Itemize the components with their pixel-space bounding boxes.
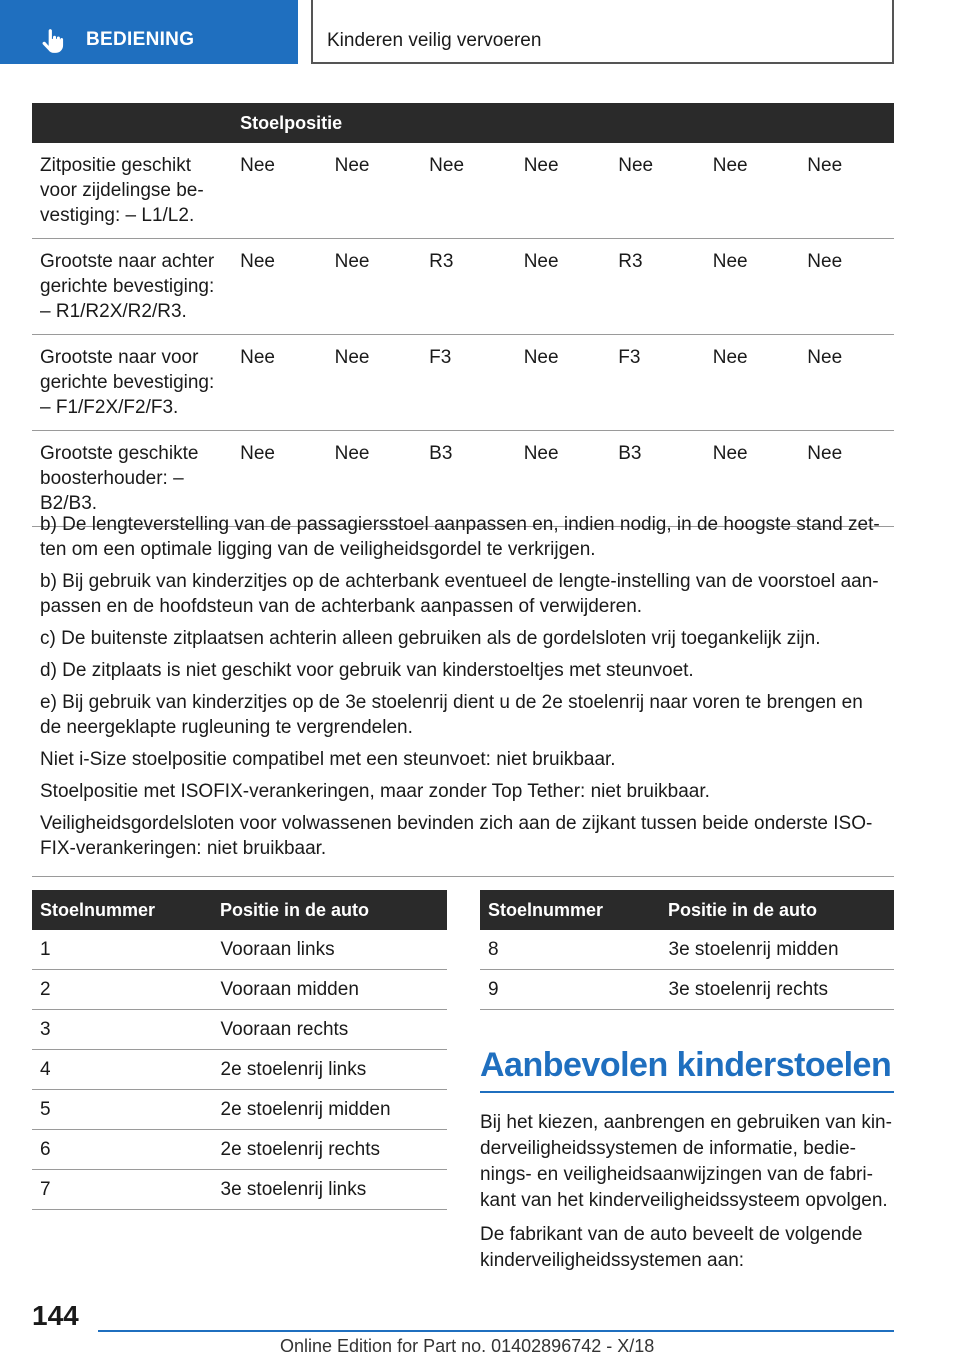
footnote: c) De buitenste zitplaatsen achterin alleen gebruiken als de gordelsloten vrij toegankelijk zijn.: [40, 628, 821, 649]
seat-number: 8: [480, 930, 660, 970]
table-cell: B3: [421, 431, 516, 527]
table-row: [32, 1050, 447, 1090]
seat-position: Vooraan rechts: [212, 1010, 447, 1050]
row-label: Grootste naar achter gerichte bevestiging: – R1/R2X/R2/R3.: [32, 239, 232, 335]
footnote: b) Bij gebruik van kinderzitjes op de achterbank eventueel de lengte-instelling van de voorstoel aan-passen en de hoofdsteun van de achterbank aanpassen of verwijderen.: [40, 571, 879, 617]
edition-text: Online Edition for Part no. 01402896742 - X/18: [280, 1336, 655, 1356]
table-cell: Nee: [799, 335, 894, 431]
row-label: Zitpositie geschikt voor zijdelingse be-vestiging: – L1/L2.: [32, 143, 232, 239]
table-row: [32, 143, 894, 239]
seat-number: 4: [32, 1050, 212, 1090]
table-row: [32, 239, 894, 335]
seat-position: Vooraan links: [212, 930, 447, 970]
table-cell: Nee: [516, 335, 611, 431]
table-cell: Nee: [516, 431, 611, 527]
table-cell: Nee: [799, 431, 894, 527]
table-cell: Nee: [232, 239, 327, 335]
table-cell: Nee: [705, 143, 800, 239]
table-row: [32, 930, 447, 970]
table-row: [480, 930, 894, 970]
footnote: d) De zitplaats is niet geschikt voor gebruik van kinderstoeltjes met steunvoet.: [40, 660, 694, 681]
table-header-row: [32, 890, 447, 930]
footnote: b) De lengteverstelling van de passagiersstoel aanpassen en, indien nodig, in de hoogste stand zet-ten om een optimale ligging van de veiligheidsgordel te verkrijgen.: [40, 514, 880, 560]
paragraph: De fabrikant van de auto beveelt de volgende kinderveiligheidssystemen aan:: [480, 1224, 863, 1271]
row-label: Grootste naar voor gerichte bevestiging: – F1/F2X/F2/F3.: [32, 335, 232, 431]
section-title: Aanbevolen kinderstoelen: [480, 1046, 894, 1093]
table-row: [32, 1090, 447, 1130]
footnote: Veiligheidsgordelsloten voor volwassenen bevinden zich aan de zijkant tussen beide onderste ISO-FIX-verankeringen: niet bruikbaar.: [40, 813, 873, 859]
seat-compatibility-table: [32, 103, 894, 527]
table-row: [32, 1170, 447, 1210]
header-position: Positie in de auto: [660, 890, 894, 930]
table-cell: Nee: [705, 335, 800, 431]
seat-position: Vooraan midden: [212, 970, 447, 1010]
table-cell: Nee: [421, 143, 516, 239]
hand-pointer-icon: [40, 28, 66, 54]
footnote: e) Bij gebruik van kinderzitjes op de 3e stoelenrij dient u de 2e stoelenrij naar voren te brengen en de neergeklapte rugleuning te vergrendelen.: [40, 692, 863, 738]
table-header-row: [32, 103, 894, 143]
seat-position: 3e stoelenrij rechts: [660, 970, 894, 1010]
seat-position: 2e stoelenrij midden: [212, 1090, 447, 1130]
seat-position: 2e stoelenrij rechts: [212, 1130, 447, 1170]
table-row: [32, 970, 447, 1010]
table-cell: Nee: [610, 143, 705, 239]
header-seat-position: Stoelpositie: [232, 103, 894, 143]
seat-position: 3e stoelenrij midden: [660, 930, 894, 970]
table-cell: Nee: [232, 335, 327, 431]
section-body: [480, 1110, 894, 1282]
seat-number-table-right: [480, 890, 894, 1010]
table-cell: Nee: [232, 143, 327, 239]
table-cell: Nee: [705, 239, 800, 335]
header-seat-number: Stoelnummer: [480, 890, 660, 930]
table-cell: Nee: [516, 239, 611, 335]
table-cell: Nee: [327, 239, 422, 335]
table-cell: Nee: [232, 431, 327, 527]
table-row: [32, 1130, 447, 1170]
section-tab: [0, 0, 298, 64]
seat-number: 3: [32, 1010, 212, 1050]
paragraph: Bij het kiezen, aanbrengen en gebruiken van kin-derveiligheidssystemen de informatie, bedie-nings- en veiligheidsaanwijzingen van de fabri-kant van het kinderveiligheidssysteem opvolgen.: [480, 1112, 892, 1211]
seat-number: 9: [480, 970, 660, 1010]
header-seat-number: Stoelnummer: [32, 890, 212, 930]
seat-position: 2e stoelenrij links: [212, 1050, 447, 1090]
chapter-title: Kinderen veilig vervoeren: [327, 30, 542, 51]
table-row: [32, 1010, 447, 1050]
table-cell: B3: [610, 431, 705, 527]
table-footnotes: [32, 512, 894, 877]
footnote: Niet i-Size stoelpositie compatibel met een steunvoet: niet bruikbaar.: [40, 749, 616, 770]
page-number: 144: [32, 1300, 79, 1331]
seat-number: 7: [32, 1170, 212, 1210]
seat-position: 3e stoelenrij links: [212, 1170, 447, 1210]
table-cell: Nee: [327, 143, 422, 239]
table-header-row: [480, 890, 894, 930]
footer-divider: [98, 1330, 894, 1332]
table-cell: Nee: [799, 239, 894, 335]
row-label: Grootste geschikte boosterhouder: – B2/B3.: [32, 431, 232, 527]
table-cell: Nee: [799, 143, 894, 239]
table-cell: F3: [421, 335, 516, 431]
table-cell: Nee: [327, 335, 422, 431]
table-cell: Nee: [327, 431, 422, 527]
seat-number: 6: [32, 1130, 212, 1170]
table-row: [480, 970, 894, 1010]
table-cell: R3: [421, 239, 516, 335]
header-position: Positie in de auto: [212, 890, 447, 930]
section-label: BEDIENING: [86, 29, 195, 50]
header-cell-empty: [32, 103, 232, 143]
table-cell: R3: [610, 239, 705, 335]
chapter-header: [311, 0, 894, 64]
footnote: Stoelpositie met ISOFIX-verankeringen, maar zonder Top Tether: niet bruikbaar.: [40, 781, 710, 802]
table-row: [32, 335, 894, 431]
seat-number: 5: [32, 1090, 212, 1130]
seat-number-table-left: [32, 890, 447, 1210]
table-cell: Nee: [516, 143, 611, 239]
seat-number: 1: [32, 930, 212, 970]
table-cell: Nee: [705, 431, 800, 527]
seat-number: 2: [32, 970, 212, 1010]
table-cell: F3: [610, 335, 705, 431]
